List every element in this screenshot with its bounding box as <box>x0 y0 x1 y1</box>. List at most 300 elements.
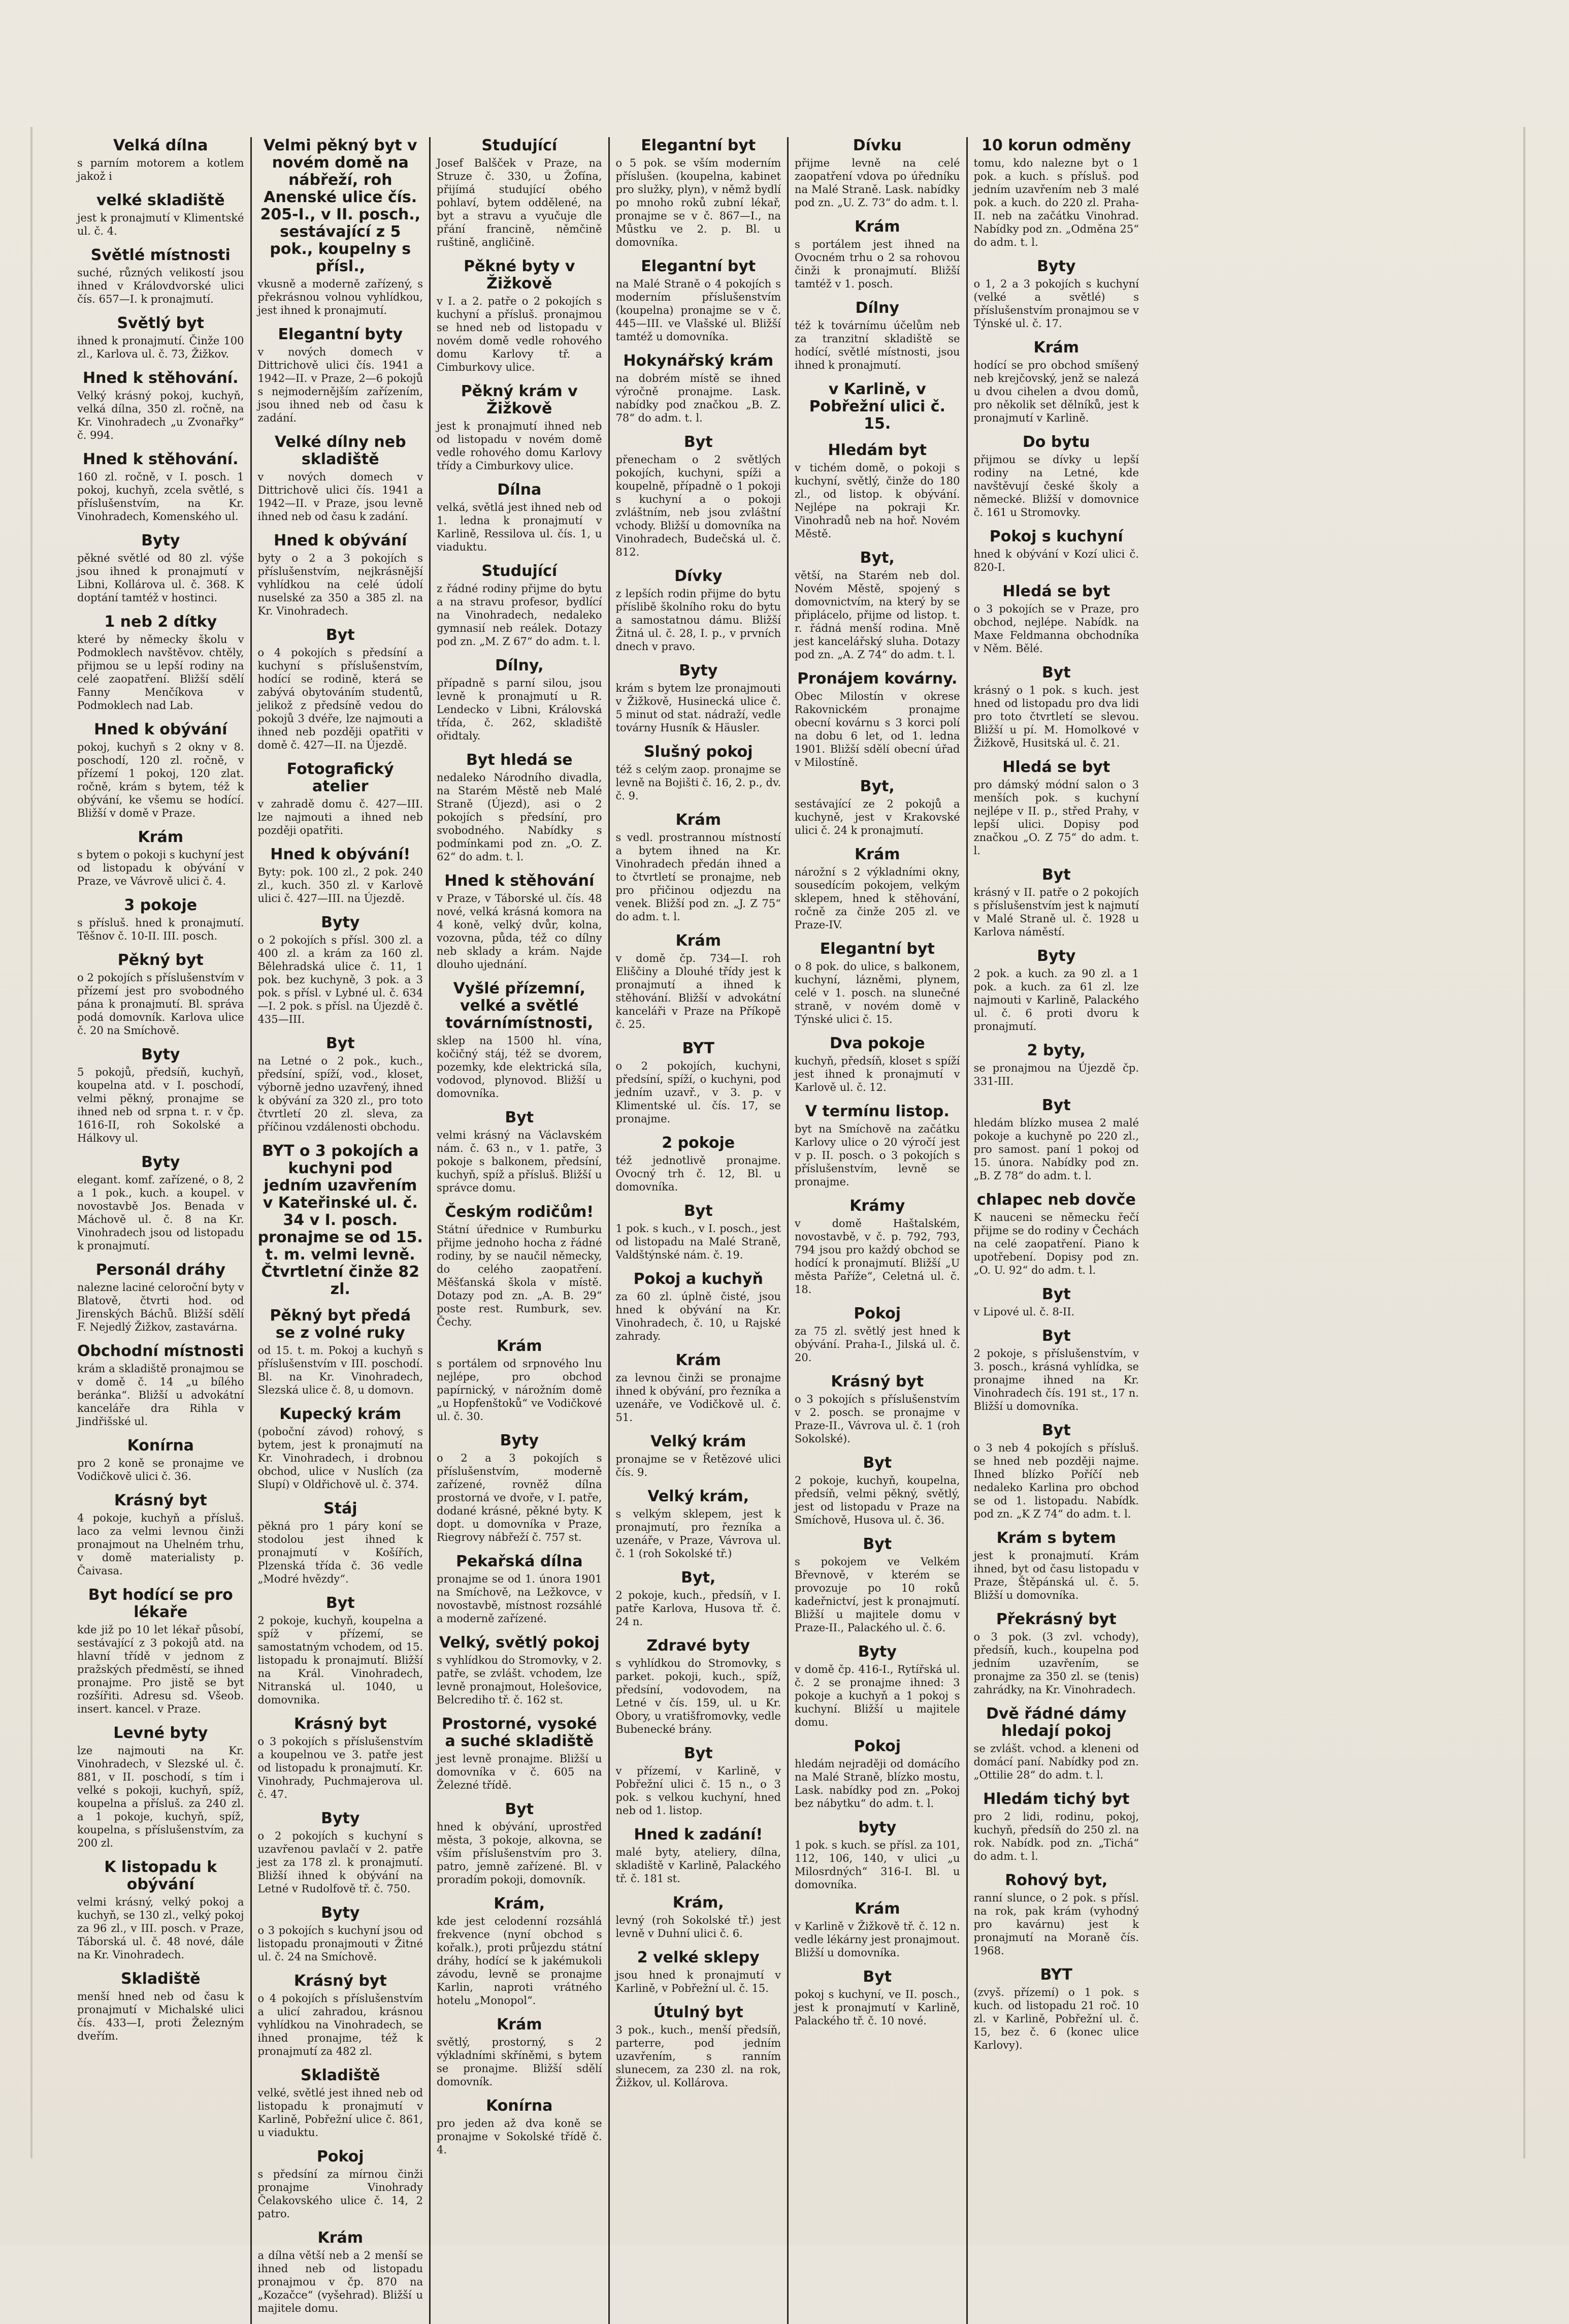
ad-heading: Velký krám <box>650 1433 746 1450</box>
ad-heading: Pokoj <box>854 1737 901 1755</box>
ad-body: v nových domech v Dittrichově ulici čís. 1941 a 1942—II. v Praze, 2—6 pokojů s nejmodernějším zařízením, jsou ihned neb od času k zadání. <box>257 346 423 424</box>
ad-body: kde jest celodenní rozsáhlá frekvence (nyní obchod s kořalk.), proti průjezdu státní dráhy, hodící se k jakémukoli závodu, levně se pronajme Karlin, naproti vrátného hotelu „Monopol“. <box>437 1915 602 2007</box>
ad-body: přenecham o 2 světlých pokojích, kuchyni, spíži a koupelně, případně o 1 pokoji s kuchyní a o pokoji zvláštním, neb jsou zvláštní vchody. Bližší u domovníka na Vinohradech, Budečská ul. č. 812. <box>615 454 781 558</box>
ad-heading: Hledá se byt <box>1002 758 1110 776</box>
ad-heading: Byt <box>325 1035 355 1052</box>
ad-heading: Krám, <box>672 1894 724 1912</box>
ad-body: krám s bytem lze pronajmouti v Žižkově, Husinecká ulice č. 5 minut od stat. nádraží, vedle továrny Husník & Häusler. <box>615 682 781 734</box>
ad-body: pokoj s kuchyní, ve II. posch., jest k pronajmutí v Karlině, Palackého tř. č. 10 nové. <box>795 1988 960 2027</box>
ad-body: sklep na 1500 hl. vína, kočičný stáj, též se dvorem, pozemky, kde elektrická síla, vodovod, plynovod. Bližší u domovníka. <box>437 1035 602 1100</box>
ad-body: o 2 pokojích, kuchyni, předsíní, spíží, o kuchyni, pod jedním uzavř., v 3. p. v Klimentské ul. čís. 17, se pronajme. <box>615 1060 781 1125</box>
ad-body: za levnou činži se pronajme ihned k obývání, pro řezníka a uzenáře, ve Vodičkově ul. č. 51. <box>615 1372 781 1424</box>
ad-heading: Byt <box>505 1800 534 1818</box>
classified-ad <box>616 1135 781 1193</box>
column-5 <box>787 137 966 2324</box>
ad-body: pronajme se od 1. února 1901 na Smíchově, na Ležkovce, v novostavbě, místnost rozsáhlé a moderně zařízené. <box>437 1573 602 1625</box>
classified-ad <box>616 1637 781 1736</box>
classified-ad <box>795 1373 960 1445</box>
classified-ad <box>258 2230 423 2315</box>
classified-ad <box>616 434 781 559</box>
classified-ad <box>795 846 960 931</box>
classified-ad <box>974 1422 1139 1521</box>
ad-body: v přízemí, v Karlině, v Pobřežní ulici č. 15 n., o 3 pok. s velkou kuchyní, hned neb od 1. listop. <box>615 1765 781 1817</box>
ad-body: případně s parní silou, jsou levně k pronajmutí u R. Lendecko v Libni, Královská třída, č. 262, skladiště ořidtaly. <box>437 677 602 742</box>
ad-heading: Rohový byt, <box>1005 1871 1108 1889</box>
ad-body: s vyhlídkou do Stromovky, s parket. pokoji, kuch., spíž, předsíní, vodovodem, na Letné v čís. 159, ul. u Kr. Obory, u vratišfromovky, vedle Bubenecké brány. <box>615 1657 781 1735</box>
ad-heading: Konírna <box>486 2097 553 2115</box>
ad-body: též jednotlivě pronajme. Ovocný trh č. 12, Bl. u domovníka. <box>615 1154 781 1193</box>
classified-ad <box>77 1046 244 1145</box>
ad-body: o 8 pok. do ulice, s balkonem, kuchyní, lázněmi, plynem, celé v 1. posch. na slunečné straně, v novém domě v Týnské ulici č. 15. <box>795 960 960 1025</box>
classified-ad <box>974 1328 1139 1413</box>
ad-heading: Pokoj a kuchyň <box>633 1270 763 1288</box>
ad-body: 2 pokoje, kuch., předsíň, v I. patře Karlova, Husova tř. č. 24 n. <box>615 1589 781 1628</box>
ad-heading: Krám s bytem <box>996 1529 1116 1547</box>
ad-heading: K listopadu k obývání <box>104 1858 217 1893</box>
classified-ad <box>258 434 423 523</box>
ad-body: o 2 pokojích s přísl. 300 zl. a 400 zl. a krám za 160 zl. Bělehradská ulice č. 11, 1 pok. bez kuchyně, 3 pok. a 3 pok. s přísl. v Lybné ul. č. 634—I. 2 pok. s přísl. na Újezdě č. 435—III. <box>257 934 423 1025</box>
ad-heading: Byty <box>679 662 718 680</box>
classified-ad <box>77 1262 244 1334</box>
ad-heading: Byt <box>863 1535 892 1553</box>
ad-body: přijmou se dívky u lepší rodiny na Letné, kde navštěvují české školy a německé. Bližší v domovnice č. 161 u Stromovky. <box>973 454 1139 519</box>
ad-body: o 3 neb 4 pokojích s přísluš. se hned neb později najme. Ihned blízko Poříčí neb nedaleko Karlina pro obchod se od 1. listopadu. Nabídk. pod zn. „K Z 74“ do adm. t. l. <box>973 1442 1139 1520</box>
ad-heading: Překrásný byt <box>996 1610 1117 1628</box>
ad-body: levný (roh Sokolské tř.) jest levně v Duhní ulici č. 6. <box>615 1914 781 1940</box>
ad-heading: Hned k obývání <box>94 721 227 738</box>
ad-heading: Dílna <box>497 481 542 499</box>
ad-heading: Studující <box>481 562 558 580</box>
ad-heading: chlapec neb dovče <box>976 1191 1136 1209</box>
ad-body: (poboční závod) rohový, s bytem, jest k pronajmutí na Kr. Vinohradech, i drobnou obchod, ulice v Nuslích (za Slupí) v Oldřichově ul. č. 374. <box>257 1426 423 1491</box>
classified-ad <box>258 627 423 752</box>
ad-body: v tichém domě, o pokoji s kuchyní, světlý, činže do 180 zl., od listop. k obývání. Nejlépe na pokraji Kr. Vinohradů neb na hoř. Novém Městě. <box>795 462 960 540</box>
classified-ad <box>437 1432 602 1544</box>
ad-body: za 75 zl. světlý jest hned k obývání. Praha-I., Jilská ul. č. 20. <box>795 1325 960 1364</box>
ad-body: v domě Haštalském, novostavbě, v č. p. 792, 793, 794 jsou pro každý obchod se hodící k pronajmutí. Bližší „U města Paříže“, Celetná ul. č. 18. <box>795 1217 960 1296</box>
classified-ad <box>616 352 781 425</box>
ad-heading: Velké dílny neb skladiště <box>274 433 406 468</box>
ad-heading: Slušný pokoj <box>643 743 753 761</box>
ad-body: malé byty, ateliery, dílna, skladiště v Karlině, Palackého tř. č. 181 st. <box>615 1846 781 1885</box>
ad-heading: Obchodní místnosti <box>77 1342 244 1360</box>
classified-ad <box>437 1553 602 1625</box>
ad-heading: Byty <box>141 1046 180 1063</box>
ad-heading: 2 velké sklepy <box>637 1949 760 1966</box>
ad-body: velmi krásný na Václavském nám. č. 63 n., v 1. patře, 3 pokoje s balkonem, předsíní, kuchyň, spíž a přísluš. Bližší u správce domu. <box>437 1129 602 1194</box>
ad-heading: Pokoj s kuchyní <box>989 528 1123 545</box>
ad-heading: Hledá se byt <box>1002 583 1110 600</box>
ad-heading: Byt <box>683 1202 713 1220</box>
ad-body: krásný o 1 pok. s kuch. jest hned od listopadu pro dva lidi pro toto čtvrtletí se slevou. Bližší u pí. M. Homolkové v Žižkově, Husitská ul. č. 21. <box>973 684 1139 749</box>
ad-heading: BYT o 3 pokojích a kuchyni pod jedním uzavřením v Kateřinské ul. č. 34 v I. posch. pronajme se od 15. t. m. velmi levně. Čtvrtletní činže 82 zl. <box>257 1142 423 1298</box>
ad-body: lze najmouti na Kr. Vinohradech, v Slezské ul. č. 881, v II. poschodí, s tím i velké s pokoji, kuchyň, spíž, koupelna a přísluš. za 240 zl. a 1 pokoje, kuchyň, spíž, koupelna, s příslušenstvím, za 200 zl. <box>77 1745 244 1849</box>
ad-body: velmi krásný, velký pokoj a kuchyň, se 130 zl., velký pokoj za 96 zl., v III. posch. v Praze, Táborská ul. č. 48 nové, dále na Kr. Vinohradech. <box>77 1896 244 1961</box>
classified-ad <box>974 1191 1139 1277</box>
ad-body: s vedl. prostrannou místností a bytem ihned na Kr. Vinohradech předán ihned a to čtvrtletí se pronajme, neb pro přičinou odjezdu na venek. Bližší pod zn. „J. Z 75“ do adm. t. l. <box>615 831 781 923</box>
classified-ad <box>974 1530 1139 1602</box>
classified-ad <box>974 1872 1139 1957</box>
classified-ad <box>616 1352 781 1424</box>
classified-ad <box>258 1905 423 1963</box>
ad-heading: BYT <box>682 1040 714 1057</box>
ad-body: v Praze, v Táborské ul. čís. 48 nové, velká krásná komora na 4 koně, velký dvůr, kolna, vozovna, půda, též co dílny neb sklady a krám. Najde dlouho ujednání. <box>437 892 602 971</box>
ad-body: suché, různých velikostí jsou ihned v Královdvorské ulici čís. 657—I. k pronajmutí. <box>77 267 244 305</box>
ad-heading: Byty <box>321 1810 360 1827</box>
classified-ad <box>974 759 1139 857</box>
classified-ad <box>437 481 602 554</box>
classified-ad <box>795 941 960 1026</box>
ad-body: v domě čp. 416-I., Rytířská ul. č. 2 se pronajme ihned: 3 pokoje a kuchyň a 1 pokoj s kuchyní. Bližší u majitele domu. <box>795 1663 960 1728</box>
classified-ad <box>77 721 244 820</box>
classified-ad <box>77 1437 244 1483</box>
ad-body: hledám nejraději od domácího na Malé Straně, blízko mostu, Lask. nabídky pod zn. „Pokoj bez nábytku“ do adm. t. l. <box>795 1758 960 1810</box>
ad-heading: Prostorné, vysoké a suché skladiště <box>441 1715 597 1750</box>
ad-body: kuchyň, předsíň, kloset s spíží jest ihned k pronajmutí v Karlově ul. č. 12. <box>795 1055 960 1093</box>
ad-heading: Krásný byt <box>293 1972 387 1990</box>
classified-ad <box>437 137 602 249</box>
classified-ad <box>616 1488 781 1560</box>
classified-ad <box>616 2004 781 2089</box>
ad-body: 2 pok. a kuch. za 90 zl. a 1 pok. a kuch. za 61 zl. lze najmouti v Karlině, Palackého ul. č. 6 proti dvoru k pronajmutí. <box>973 967 1139 1032</box>
ad-body: krám a skladiště pronajmou se v domě č. 14 „u bílého beránka“. Bližší u advokátní kanceláře dra Rihla v Jindřišské ul. <box>77 1363 244 1428</box>
ad-body: pro 2 koně se pronajme ve Vodičkově ulici č. 36. <box>77 1457 244 1482</box>
classified-ad <box>437 873 602 971</box>
classified-ad <box>616 258 781 343</box>
ad-body: s portálem jest ihned na Ovocném trhu o 2 sa rohovou činži k pronajmutí. Bližší tamtéž v 1. posch. <box>795 238 960 290</box>
ad-body: v domě čp. 734—I. roh Eliščiny a Dlouhé třídy jest k pronajmutí a ihned k stěhování. Bližší v advokátní kanceláři v Praze na Příkopě č. 25. <box>615 952 781 1030</box>
classified-ad <box>616 1949 781 1995</box>
ad-body: s přísluš. hned k pronajmutí. Těšnov č. 10-II. III. posch. <box>77 917 244 942</box>
ad-heading: 2 byty, <box>1027 1042 1086 1059</box>
ad-heading: Byt, <box>681 1569 716 1587</box>
ad-heading: Byt <box>325 1594 355 1612</box>
ad-heading: Personál dráhy <box>95 1261 225 1279</box>
classified-ad <box>437 1716 602 1792</box>
classified-ad <box>258 1143 423 1298</box>
ad-heading: Dílny, <box>495 657 544 674</box>
classified-ad <box>258 1810 423 1895</box>
classified-ad <box>795 1455 960 1527</box>
ad-heading: Krásný byt <box>114 1492 207 1509</box>
ad-body: na dobrém místě se ihned výročně pronajme. Lask. nabídky pod značkou „B. Z. 78“ do adm. t. l. <box>615 372 781 424</box>
ad-body: pronajme se v Řetězové ulici čís. 9. <box>615 1453 781 1478</box>
ad-body: hodící se pro obchod smíšený neb krejčovský, jenž se nalezá u dvou cihelen a dvou domů, pro několik set dělníků, jest k pronajmutí v Karlině. <box>973 359 1139 424</box>
classified-ad <box>77 1492 244 1577</box>
ad-body: 160 zl. ročně, v I. posch. 1 pokoj, kuchyň, zcela světlé, s příslušenstvím, na Kr. Vinohradech, Komenského ul. <box>77 471 244 523</box>
classified-ad <box>616 662 781 734</box>
classified-ad <box>974 1097 1139 1182</box>
column-1 <box>71 137 250 2324</box>
ad-heading: Byt <box>683 1745 713 1762</box>
ad-body: za 60 zl. úplně čisté, jsou hned k obývání na Kr. Vinohradech, č. 10, u Rajské zahrady. <box>615 1290 781 1342</box>
ad-heading: Byty <box>141 532 180 550</box>
ad-body: o 2 pokojích s příslušenstvím v přízemí jest pro svobodného pána k pronajmutí. Bl. správa podá domovník. Karlova ulice č. 20 na Smíchově. <box>77 972 244 1037</box>
ad-body: ranní slunce, o 2 pok. s přísl. na rok, pak krám (vyhodný pro kavárnu) jest k pronajmutí na Moraně čís. 1968. <box>973 1892 1139 1957</box>
classified-ad <box>77 614 244 712</box>
ad-body: se zvlášt. vchod. a kleneni od domácí paní. Nabídky pod zn. „Ottilie 28“ do adm. t. l. <box>973 1742 1139 1781</box>
ad-body: na Malé Straně o 4 pokojích s moderním příslušenstvím (koupelna) pronajme se v č. 445—III. ve Vlašské ul. Bližší tamtéž u domovníka. <box>615 278 781 343</box>
classified-ad <box>437 752 602 863</box>
ad-heading: byty <box>858 1819 897 1836</box>
classified-ad <box>795 1198 960 1296</box>
ad-body: vkusně a moderně zařízený, s překrásnou volnou vyhlídkou, jest ihned k pronajmutí. <box>257 278 423 316</box>
ad-body: s bytem o pokoji s kuchyní jest od listopadu k obývání v Praze, ve Vávrově ulici č. 4. <box>77 849 244 887</box>
ad-body: jsou hned k pronajmutí v Karlině, v Pobřežní ul. č. 15. <box>615 1969 781 1994</box>
classified-ad <box>77 1971 244 2043</box>
classified-ad <box>974 583 1139 655</box>
ad-heading: Dívku <box>853 137 902 154</box>
ad-heading: Byt <box>683 433 713 451</box>
ad-heading: Pokoj <box>316 2148 364 2166</box>
classified-ad <box>795 1643 960 1729</box>
ad-heading: Studující <box>481 137 558 154</box>
ad-heading: Byt <box>863 1968 892 1986</box>
classified-ad <box>258 761 423 837</box>
column-6 <box>966 137 1146 2324</box>
ad-heading: Elegantní byt <box>820 940 935 958</box>
ad-heading: velké skladiště <box>96 191 225 209</box>
classified-ad <box>258 326 423 425</box>
ad-body: 3 pok., kuch., menší předsíň, parterre, pod jedním uzavřením, s ranním slunecem, za 230 zl. na rok, Žižkov, ul. Kollárova. <box>615 2024 781 2089</box>
ad-body: 2 pokoje, kuchyň, koupelna, předsíň, velmi pěkný, světlý, jest od listopadu v Praze na Smíchově, Husova ul. č. 36. <box>795 1474 960 1526</box>
classified-ad <box>437 980 602 1100</box>
ad-heading: Byt <box>325 626 355 644</box>
ad-heading: Dvě řádné dámy hledají pokoj <box>986 1705 1127 1740</box>
ad-heading: Krám <box>138 828 184 846</box>
classified-ad <box>437 1801 602 1886</box>
ad-heading: Krásný byt <box>293 1715 387 1733</box>
ad-body: a dílna větší neb a 2 menší se ihned neb od listopadu pronajmou v čp. 870 na „Kozačce“ (vyšehrad). Bližší u majitele domu. <box>257 2249 423 2314</box>
ad-body: 1 pok. s kuch. se přísl. za 101, 112, 106, 140, v ulici „u Milosrdných“ 316-I. Bl. u domovníka. <box>795 1839 960 1891</box>
classified-ad <box>77 192 244 238</box>
classified-ad <box>616 1745 781 1817</box>
ad-heading: Kupecký krám <box>279 1405 402 1423</box>
classified-ad <box>616 812 781 923</box>
ad-body: elegant. komf. zařízené, o 8, 2 a 1 pok., kuch. a koupel. v novostavbě Jos. Benada v Máchově ul. č. 8 na Kr. Vinohradech jsou od listopadu k pronajmutí. <box>77 1174 244 1252</box>
ad-heading: Byty <box>858 1643 897 1661</box>
classified-ad <box>974 948 1139 1033</box>
ad-heading: Byty <box>500 1432 539 1449</box>
ad-heading: Krám <box>854 846 900 863</box>
ad-heading: Krám <box>496 2016 542 2034</box>
ad-body: z lepších rodin přijme do bytu příslibě školního roku do bytu a samostatnou dámu. Bližší Žitná ul. č. 28, I. p., v prvních dnech v pravo. <box>615 588 781 653</box>
ad-body: 2 pokoje, s příslušenstvím, v 3. posch., krásná vyhlídka, se pronajme ihned na Kr. Vinohradech čís. 191 st., 17 n. Bližší u domovníka. <box>973 1347 1139 1412</box>
classified-ad <box>77 451 244 523</box>
classified-ad <box>77 1587 244 1716</box>
ad-heading: Skladiště <box>121 1970 201 1988</box>
ad-heading: Světlý byt <box>117 314 204 332</box>
ad-body: menší hned neb od času k pronajmutí v Michalské ulici čís. 433—I, proti Železným dveřím. <box>77 1990 244 2042</box>
ad-body: přijme levně na celé zaopatření vdova po úředníku na Malé Straně. Lask. nabídky pod zn. „U. Z. 73“ do adm. t. l. <box>795 157 960 209</box>
classified-ad <box>258 914 423 1026</box>
ad-heading: Krám <box>854 1900 900 1918</box>
ad-heading: Byt <box>1041 1096 1071 1114</box>
classified-ad <box>795 300 960 372</box>
ad-body: kde již po 10 let lékař působí, sestávající z 3 pokojů atd. na hlavní třídě v jednom z pražských předměstí, se ihned pronajme. Pro jistě se byt rozšířiti. Adresu sd. Všeob. insert. kancel. v Praze. <box>77 1624 244 1715</box>
ad-heading: Hned k stěhování. <box>83 369 239 387</box>
ad-body: velká, světlá jest ihned neb od 1. ledna k pronajmutí v Karlině, Ressilova ul. čís. 1, u viaduktu. <box>437 501 602 553</box>
ad-heading: Velmi pěkný byt v novém domě na nábřeží, roh Anenské ulice čís. 205-I., v II. posch., sestávající z 5 pok., koupelny s přísl., <box>260 137 420 275</box>
ad-body: nárožní s 2 výkladními okny, sousedícím pokojem, velkým sklepem, hned k stěhování, ročně za činže 205 zl. ve Praze-IV. <box>795 866 960 931</box>
classified-ad <box>974 528 1139 574</box>
classified-ad <box>974 1042 1139 1088</box>
classified-ad <box>795 1819 960 1891</box>
classified-ad <box>974 1966 1139 2052</box>
ad-heading: Dílny <box>855 299 899 317</box>
classified-ad <box>795 1103 960 1188</box>
ad-body: K nauceni se německu řečí přijme se do rodiny v Čechách na celé zaopatření. Piano k upotřebení. Dopisy pod zn. „O. U. 92“ do adm. t. l. <box>973 1211 1139 1276</box>
classified-ad <box>795 1305 960 1364</box>
classified-ad <box>974 1791 1139 1863</box>
ad-heading: Pěkný byt <box>117 951 204 969</box>
classified-ad <box>437 1109 602 1195</box>
ad-heading: Útulný byt <box>653 2004 743 2021</box>
classified-ad <box>437 1204 602 1329</box>
ad-heading: Byty <box>321 1904 360 1922</box>
classified-ad <box>616 932 781 1031</box>
classified-ad <box>437 657 602 743</box>
ad-heading: Krámy <box>849 1197 905 1215</box>
ad-heading: Krásný byt <box>831 1373 924 1391</box>
ad-heading: Stáj <box>323 1500 357 1518</box>
ad-body: pro 2 lidi, rodinu, pokoj, kuchyň, předsíň do 250 zl. na rok. Nabídk. pod zn. „Tichá“ do adm. t. l. <box>973 1811 1139 1862</box>
classified-ad <box>795 1900 960 1959</box>
ad-heading: Krám <box>675 1351 722 1369</box>
ad-body: od 15. t. m. Pokoj a kuchyň s příslušenstvím v III. poschodí. Bl. na Kr. Vinohradech, Slezská ulice č. 8, u domovn. <box>257 1344 423 1396</box>
classified-ad <box>77 1343 244 1428</box>
ad-heading: Hned k stěhování. <box>83 450 239 468</box>
ad-heading: Hned k obývání <box>274 532 407 550</box>
ad-heading: Pěkný krám v Žižkově <box>461 382 578 417</box>
ad-heading: Byt hledá se <box>466 751 573 769</box>
ad-body: o 3 pokojích se v Praze, pro obchod, nejlépe. Nabídk. na Maxe Feldmanna obchodníka v Něm. Bělé. <box>973 603 1139 655</box>
ad-body: Obec Milostín v okrese Rakovnickém pronajme obecní kovárnu s 3 korci polí na dobu 6 let, od 1. ledna 1901. Bližší sdělí obecní úřad v Milostíně. <box>795 690 960 768</box>
ad-heading: Byt <box>1041 866 1071 884</box>
classified-ad <box>795 218 960 291</box>
ad-heading: Byty <box>1037 257 1076 275</box>
ad-heading: Fotografický atelier <box>286 760 394 795</box>
ad-heading: Byt <box>505 1109 534 1126</box>
ad-body: se pronajmou na Újezdě čp. 331-III. <box>973 1062 1139 1087</box>
classified-ad <box>437 1634 602 1706</box>
ad-body: Josef Balšček v Praze, na Struze č. 330, u Žofína, přijímá studující obého pohlaví, bytem oddělené, na byt a stravu a vyučuje dle přání francině, němčině ruštině, angličině. <box>437 157 602 248</box>
classified-ad <box>77 532 244 604</box>
classified-ad <box>258 532 423 618</box>
classified-ad <box>437 383 602 472</box>
ad-body: jest k pronajmutí v Klimentské ul. č. 4. <box>77 212 244 237</box>
classified-ad <box>795 381 960 433</box>
ad-heading: Hned k obývání! <box>270 846 411 863</box>
classified-ad <box>616 1826 781 1885</box>
classified-ad <box>437 258 602 374</box>
classified-ad <box>974 137 1139 249</box>
ad-heading: Dívky <box>674 567 723 585</box>
ad-body: nalezne laciné celoroční byty v Blatově, čtvrti hod. od Jirenských Báchů. Bližší sdělí F. Nejedlý Žižkov, zastavárna. <box>77 1281 244 1333</box>
ad-body: větší, na Starém neb dol. Novém Městě, spojený s domovnictvím, na který by se připlácelo, přijme od listop. t. r. řádná menší rodina. Mně jest kancelářský sluha. Dotazy pod zn. „A. Z 74“ do adm. t. l. <box>795 569 960 661</box>
classified-columns <box>71 137 1503 2314</box>
classified-ad <box>616 1040 781 1125</box>
ad-body: o 1, 2 a 3 pokojích s kuchyní (velké a světlé) s příslušenstvím pronajmou se v Týnské ul. č. 17. <box>973 278 1139 330</box>
ad-body: v Lipové ul. č. 8-II. <box>973 1306 1075 1318</box>
ad-body: 5 pokojů, předsíň, kuchyň, koupelna atd. v I. poschodí, velmi pěkný, pronajme se ihned neb od srpna t. r. v čp. 1616-II, roh Sokolské a Hálkovy ul. <box>77 1066 244 1144</box>
ad-heading: Dva pokoje <box>829 1035 925 1052</box>
ad-body: jest k pronajmutí ihned neb od listopadu v novém domě vedle rohového domu Karlovy třídy a Cimburkovy ulice. <box>437 420 602 472</box>
column-3 <box>429 137 608 2324</box>
classified-ad <box>795 137 960 209</box>
classified-ad <box>795 1035 960 1094</box>
ad-body: s předsíní za mírnou činži pronajme Vinohrady Čelakovského ulice č. 14, 2 patro. <box>257 2168 423 2220</box>
ad-body: o 2 pokojích s kuchyní s uzavřenou pavlačí v 2. patře jest za 178 zl. k pronajmutí. Bližší ihned k obývání na Letné v Rudolfově tř. č. 750. <box>257 1830 423 1895</box>
ad-heading: Velký krám, <box>647 1488 749 1505</box>
ad-body: v zahradě domu č. 427—III. lze najmouti a ihned neb později opatřiti. <box>257 798 423 836</box>
classified-ad <box>258 2067 423 2139</box>
ad-body: pěkné světlé od 80 zl. výše jsou ihned k pronajmutí v Libni, Kollárova ul. č. 368. K doptání tamtéž v hostinci. <box>77 552 244 604</box>
ad-body: jest levně pronajme. Bližší u domovníka v č. 605 na Železné třídě. <box>437 1753 602 1791</box>
ad-heading: Krám <box>854 218 900 236</box>
classified-ad <box>974 1611 1139 1696</box>
ad-body: též s celým zaop. pronajme se levně na Bojišti č. 16, 2. p., dv. č. 9. <box>615 763 781 802</box>
classified-ad <box>258 137 423 317</box>
classified-ad <box>974 1286 1139 1318</box>
column-4 <box>608 137 788 2324</box>
classified-ad <box>974 258 1139 330</box>
ad-heading: Byty <box>1037 947 1076 965</box>
classified-ad <box>77 315 244 361</box>
ad-body: s velkým sklepem, jest k pronajmutí, pro řezníka a uzenáře, v Praze, Vávrova ul. č. 1 (roh Sokolské tř.) <box>615 1508 781 1560</box>
ad-heading: Konírna <box>127 1437 194 1455</box>
ad-body: s vyhlídkou do Stromovky, v 2. patře, se zvlášt. vchodem, lze levně pronajmout, Holešovice, Belcrediho tř. č. 162 st. <box>437 1654 602 1706</box>
classified-ad <box>77 897 244 943</box>
classified-ad <box>77 1725 244 1850</box>
ad-body: pěkná pro 1 páry koní se stodolou jest ihned k pronajmutí v Košířích, Plzenská třída č. 36 vedle „Modré hvězdy“. <box>257 1520 423 1585</box>
page-gutter-right <box>1523 127 1525 2158</box>
classified-ad <box>974 866 1139 939</box>
ad-heading: Byt <box>1041 1285 1071 1303</box>
classified-ad <box>437 1338 602 1423</box>
classified-ad <box>616 1569 781 1628</box>
ad-heading: Pěkné byty v Žižkově <box>464 257 575 293</box>
classified-ad <box>616 1271 781 1343</box>
ad-heading: Elegantní byt <box>641 257 756 275</box>
ad-heading: Byt <box>1041 1327 1071 1345</box>
ad-body: Státní úřednice v Rumburku přijme jednoho hocha z řádné rodiny, by se naučil německy, do celého zaopatření. Měšťanská škola v místě. Dotazy pod zn. „A. B. 29“ poste rest. Rumburk, sev. Čechy. <box>437 1223 602 1328</box>
ad-body: s portálem od srpnového lnu nejlépe, pro obchod papírnický, v nárožním domě „u Hopfenštoků“ ve Vodičkové ul. č. 30. <box>437 1358 602 1423</box>
ad-body: nedaleko Národního divadla, na Starém Městě neb Malé Straně (Újezd), asi o 2 pokojích s předsíní, pro svobodného. Nabídky s podmínkami pod zn. „O. Z. 62“ do adm. t. l. <box>437 771 602 863</box>
classified-ad <box>77 137 244 183</box>
ad-body: hned k obývání, uprostřed města, 3 pokoje, alkovna, se vším příslušenstvím pro 3. patro, jemně zařízené. Bl. v proradím pokoji, domovník. <box>437 1821 602 1886</box>
classified-ad <box>258 1716 423 1801</box>
classified-ad <box>77 1859 244 1961</box>
ad-heading: Pronájem kovárny. <box>797 670 958 688</box>
classified-ad <box>795 550 960 661</box>
classified-ad <box>616 1894 781 1940</box>
ad-heading: 10 korun odměny <box>981 137 1131 154</box>
ad-body: na Letné o 2 pok., kuch., předsíní, spíží, vod., kloset, výborně jedno uzavřený, ihned k obývání za 320 zl., pro toto čtvrtletí 20 zl. sleva, za příčinou vzdálenosti obchodu. <box>257 1055 423 1133</box>
ad-heading: BYT <box>1040 1966 1072 1984</box>
ad-heading: 2 pokoje <box>662 1134 735 1152</box>
ad-heading: Byty <box>321 914 360 931</box>
ad-heading: V termínu listop. <box>805 1103 950 1120</box>
classified-ad <box>77 1154 244 1252</box>
ad-body: v nových domech v Dittrichově ulici čís. 1941 a 1942—II. v Praze, jsou levně ihned neb od času k zadání. <box>257 471 423 523</box>
ad-heading: Byt, <box>860 549 895 567</box>
classified-ad <box>258 2148 423 2220</box>
ad-body: ihned k pronajmutí. Činže 100 zl., Karlova ul. č. 73, Žižkov. <box>77 335 244 360</box>
ad-heading: Byt <box>1041 1422 1071 1439</box>
column-2 <box>250 137 430 2324</box>
classified-ad <box>258 1595 423 1706</box>
